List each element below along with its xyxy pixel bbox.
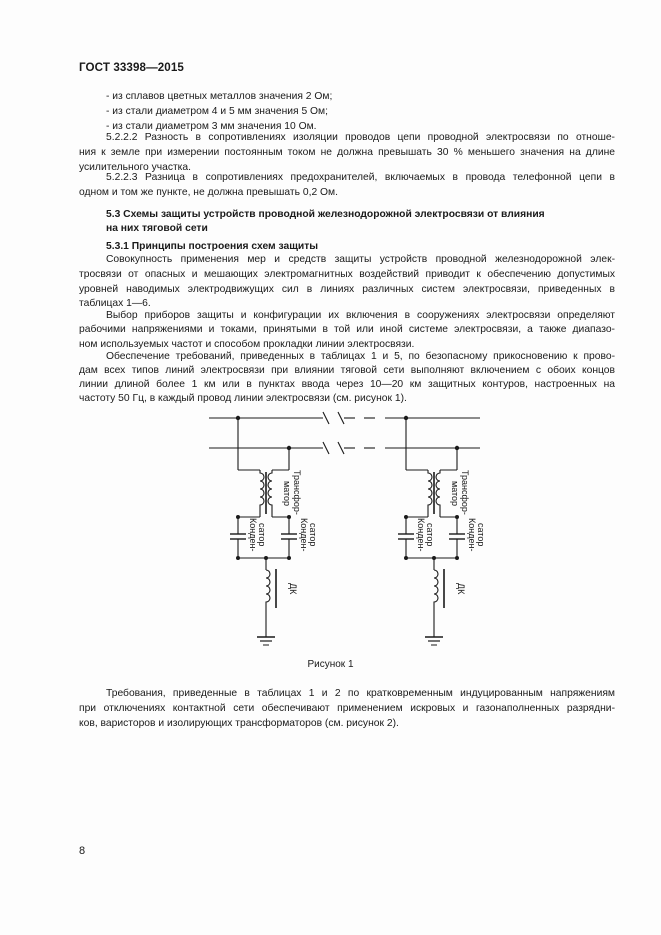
choke-label: ДК	[288, 583, 298, 595]
capacitor-label: сатор	[425, 523, 435, 547]
paragraph-line: Выбор приборов защиты и конфигурации их включения в сооружениях электросвязи определяют	[106, 310, 615, 321]
choke-label: ДК	[456, 583, 466, 595]
paragraph-line: одном и том же пункте, не должна превышать 0,2 Ом.	[79, 187, 338, 198]
transformer-primary-coil	[260, 470, 264, 517]
paragraph-line: 5.2.2.3 Разница в сопротивлениях предохранителей, включаемых в провода телефонной цепи в	[106, 172, 615, 183]
junction-dot	[236, 515, 240, 519]
list-item: - из стали диаметром 4 и 5 мм значения 5 Ом;	[106, 106, 328, 117]
standard-header: ГОСТ 33398—2015	[79, 61, 184, 74]
capacitor-label: сатор	[257, 523, 267, 547]
junction-dot	[236, 416, 240, 420]
protection-unit-right	[398, 416, 486, 645]
paragraph-line: рабочими напряжениями и токами, принятыми в той или иной системе электросвязи, а также диапазо-	[79, 324, 615, 335]
junction-dot	[236, 556, 240, 560]
junction-dot	[455, 556, 459, 560]
paragraph-line: дам всех типов линий электросвязи при влиянии тяговой сети выполняют включением с обоих концов	[79, 365, 615, 376]
transformer-secondary-coil	[436, 470, 440, 517]
paragraph-line: линии длиной более 1 км или в пунктах ввода через 10—20 км защитных контуров, настроенных на	[79, 379, 615, 390]
capacitor-label: сатор	[476, 523, 486, 547]
transformer-secondary-coil	[268, 470, 272, 517]
capacitor-label: Конден-	[248, 518, 258, 552]
paragraph-line: Обеспечение требований, приведенных в таблицах 1 и 5, по безопасному прикосновению к прово-	[106, 351, 615, 362]
junction-dot	[404, 515, 408, 519]
section-heading: 5.3 Схемы защиты устройств проводной железнодорожной электросвязи от влияния	[106, 209, 545, 220]
transformer-label: Трансфор-	[292, 470, 302, 515]
choke-coil	[266, 570, 270, 606]
list-item: - из стали диаметром 3 мм значения 10 Ом.	[106, 121, 317, 132]
capacitor-label: Конден-	[416, 518, 426, 552]
subsection-heading: 5.3.1 Принципы построения схем защиты	[106, 241, 319, 252]
junction-dot	[432, 556, 436, 560]
paragraph-line: уровней наводимых электродвижущих сил в линиях различных систем электросвязи, приведенных в	[79, 284, 615, 295]
paragraph-line: Совокупность применения мер и средств защиты устройств проводной железнодорожной элек-	[106, 254, 615, 265]
choke-coil	[434, 570, 438, 606]
junction-dot	[455, 515, 459, 519]
junction-dot	[287, 515, 291, 519]
junction-dot	[404, 416, 408, 420]
junction-dot	[264, 556, 268, 560]
section-heading: на них тяговой сети	[106, 223, 208, 234]
transformer-primary-coil	[428, 470, 432, 517]
paragraph-line: при отключениях контактной сети обеспечивают применением искровых и газонаполненных разрядни-	[79, 703, 615, 714]
junction-dot	[455, 446, 459, 450]
paragraph-line: 5.2.2.2 Разность в сопротивлениях изоляции проводов цепи проводной электросвязи по отноше-	[106, 132, 615, 143]
capacitor-label: сатор	[308, 523, 318, 547]
capacitor-label: Конден-	[299, 518, 309, 552]
paragraph-line: ния к земле при измерении постоянным током не должна превышать 30 % меньшего значения на длине	[79, 147, 615, 158]
paragraph-line: Требования, приведенные в таблицах 1 и 2 по кратковременным индуцированным напряжениям	[106, 688, 615, 699]
figure-caption: Рисунок 1	[307, 659, 354, 670]
paragraph-line: усилительного участка.	[79, 162, 192, 173]
list-item: - из сплавов цветных металлов значения 2 Ом;	[106, 91, 333, 102]
transformer-label: Трансфор-	[460, 470, 470, 515]
paragraph-line: таблицах 1—6.	[79, 298, 151, 309]
junction-dot	[404, 556, 408, 560]
transformer-label: матор	[282, 481, 292, 507]
junction-dot	[287, 556, 291, 560]
protection-unit-left	[230, 416, 318, 645]
capacitor-label: Конден-	[467, 518, 477, 552]
transformer-label: матор	[450, 481, 460, 507]
paragraph-line: частоту 50 Гц, в каждый провод линии электросвязи (см. рисунок 1).	[79, 393, 407, 404]
junction-dot	[287, 446, 291, 450]
paragraph-line: ном используемых частот и способом прокладки линии электросвязи.	[79, 339, 415, 350]
page-number: 8	[79, 845, 86, 857]
paragraph-line: ков, варисторов и изолирующих трансформаторов (см. рисунок 2).	[79, 718, 399, 729]
paragraph-line: тросвязи от опасных и мешающих электромагнитных воздействий приводит к обеспечению допустимых	[79, 269, 615, 280]
